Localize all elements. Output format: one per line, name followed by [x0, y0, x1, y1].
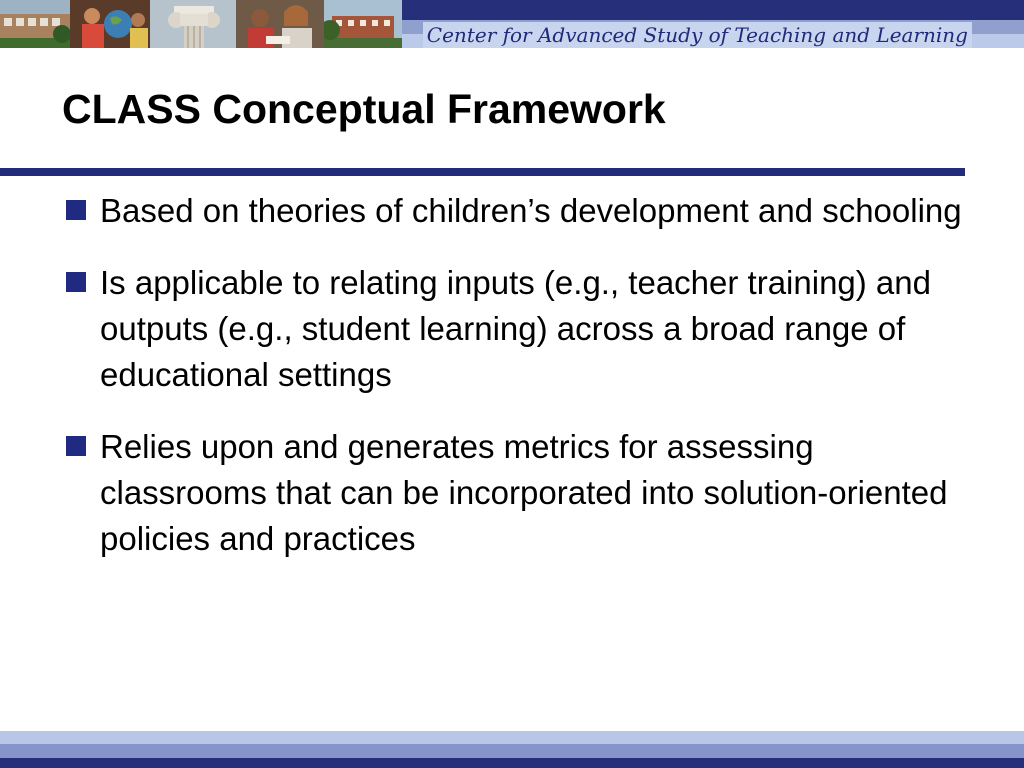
campus-building-photo: [0, 0, 70, 48]
square-bullet-icon: [66, 272, 86, 292]
bullet-text: Relies upon and generates metrics for assessing classrooms that can be incorporated into solution-oriented policies and practices: [100, 428, 948, 557]
header-band: [0, 0, 1024, 48]
bullet-text: Based on theories of children’s development and schooling: [100, 192, 962, 229]
column-capital-photo: [150, 0, 236, 48]
slide-title: CLASS Conceptual Framework: [62, 86, 666, 132]
footer-stripe-light: [0, 744, 1024, 758]
organization-name: Center for Advanced Study of Teaching and Learning: [423, 22, 972, 48]
header-photo-strip: [0, 0, 402, 48]
children-in-classroom-photo: [236, 0, 324, 48]
title-underline-rule: [0, 168, 965, 176]
bullet-item: [62, 424, 962, 562]
square-bullet-icon: [66, 200, 86, 220]
footer-stripe-pale: [0, 731, 1024, 744]
bullet-item: [62, 260, 962, 398]
bullet-list: [62, 188, 962, 588]
students-with-globe-photo: [70, 0, 150, 48]
header-stripe-dark: [402, 0, 1024, 20]
footer-stripe-dark: [0, 758, 1024, 768]
brick-building-photo: [324, 0, 402, 48]
bullet-text: Is applicable to relating inputs (e.g., teacher training) and outputs (e.g., student learning) across a broad range of educational settings: [100, 264, 931, 393]
square-bullet-icon: [66, 436, 86, 456]
bullet-item: [62, 188, 962, 234]
